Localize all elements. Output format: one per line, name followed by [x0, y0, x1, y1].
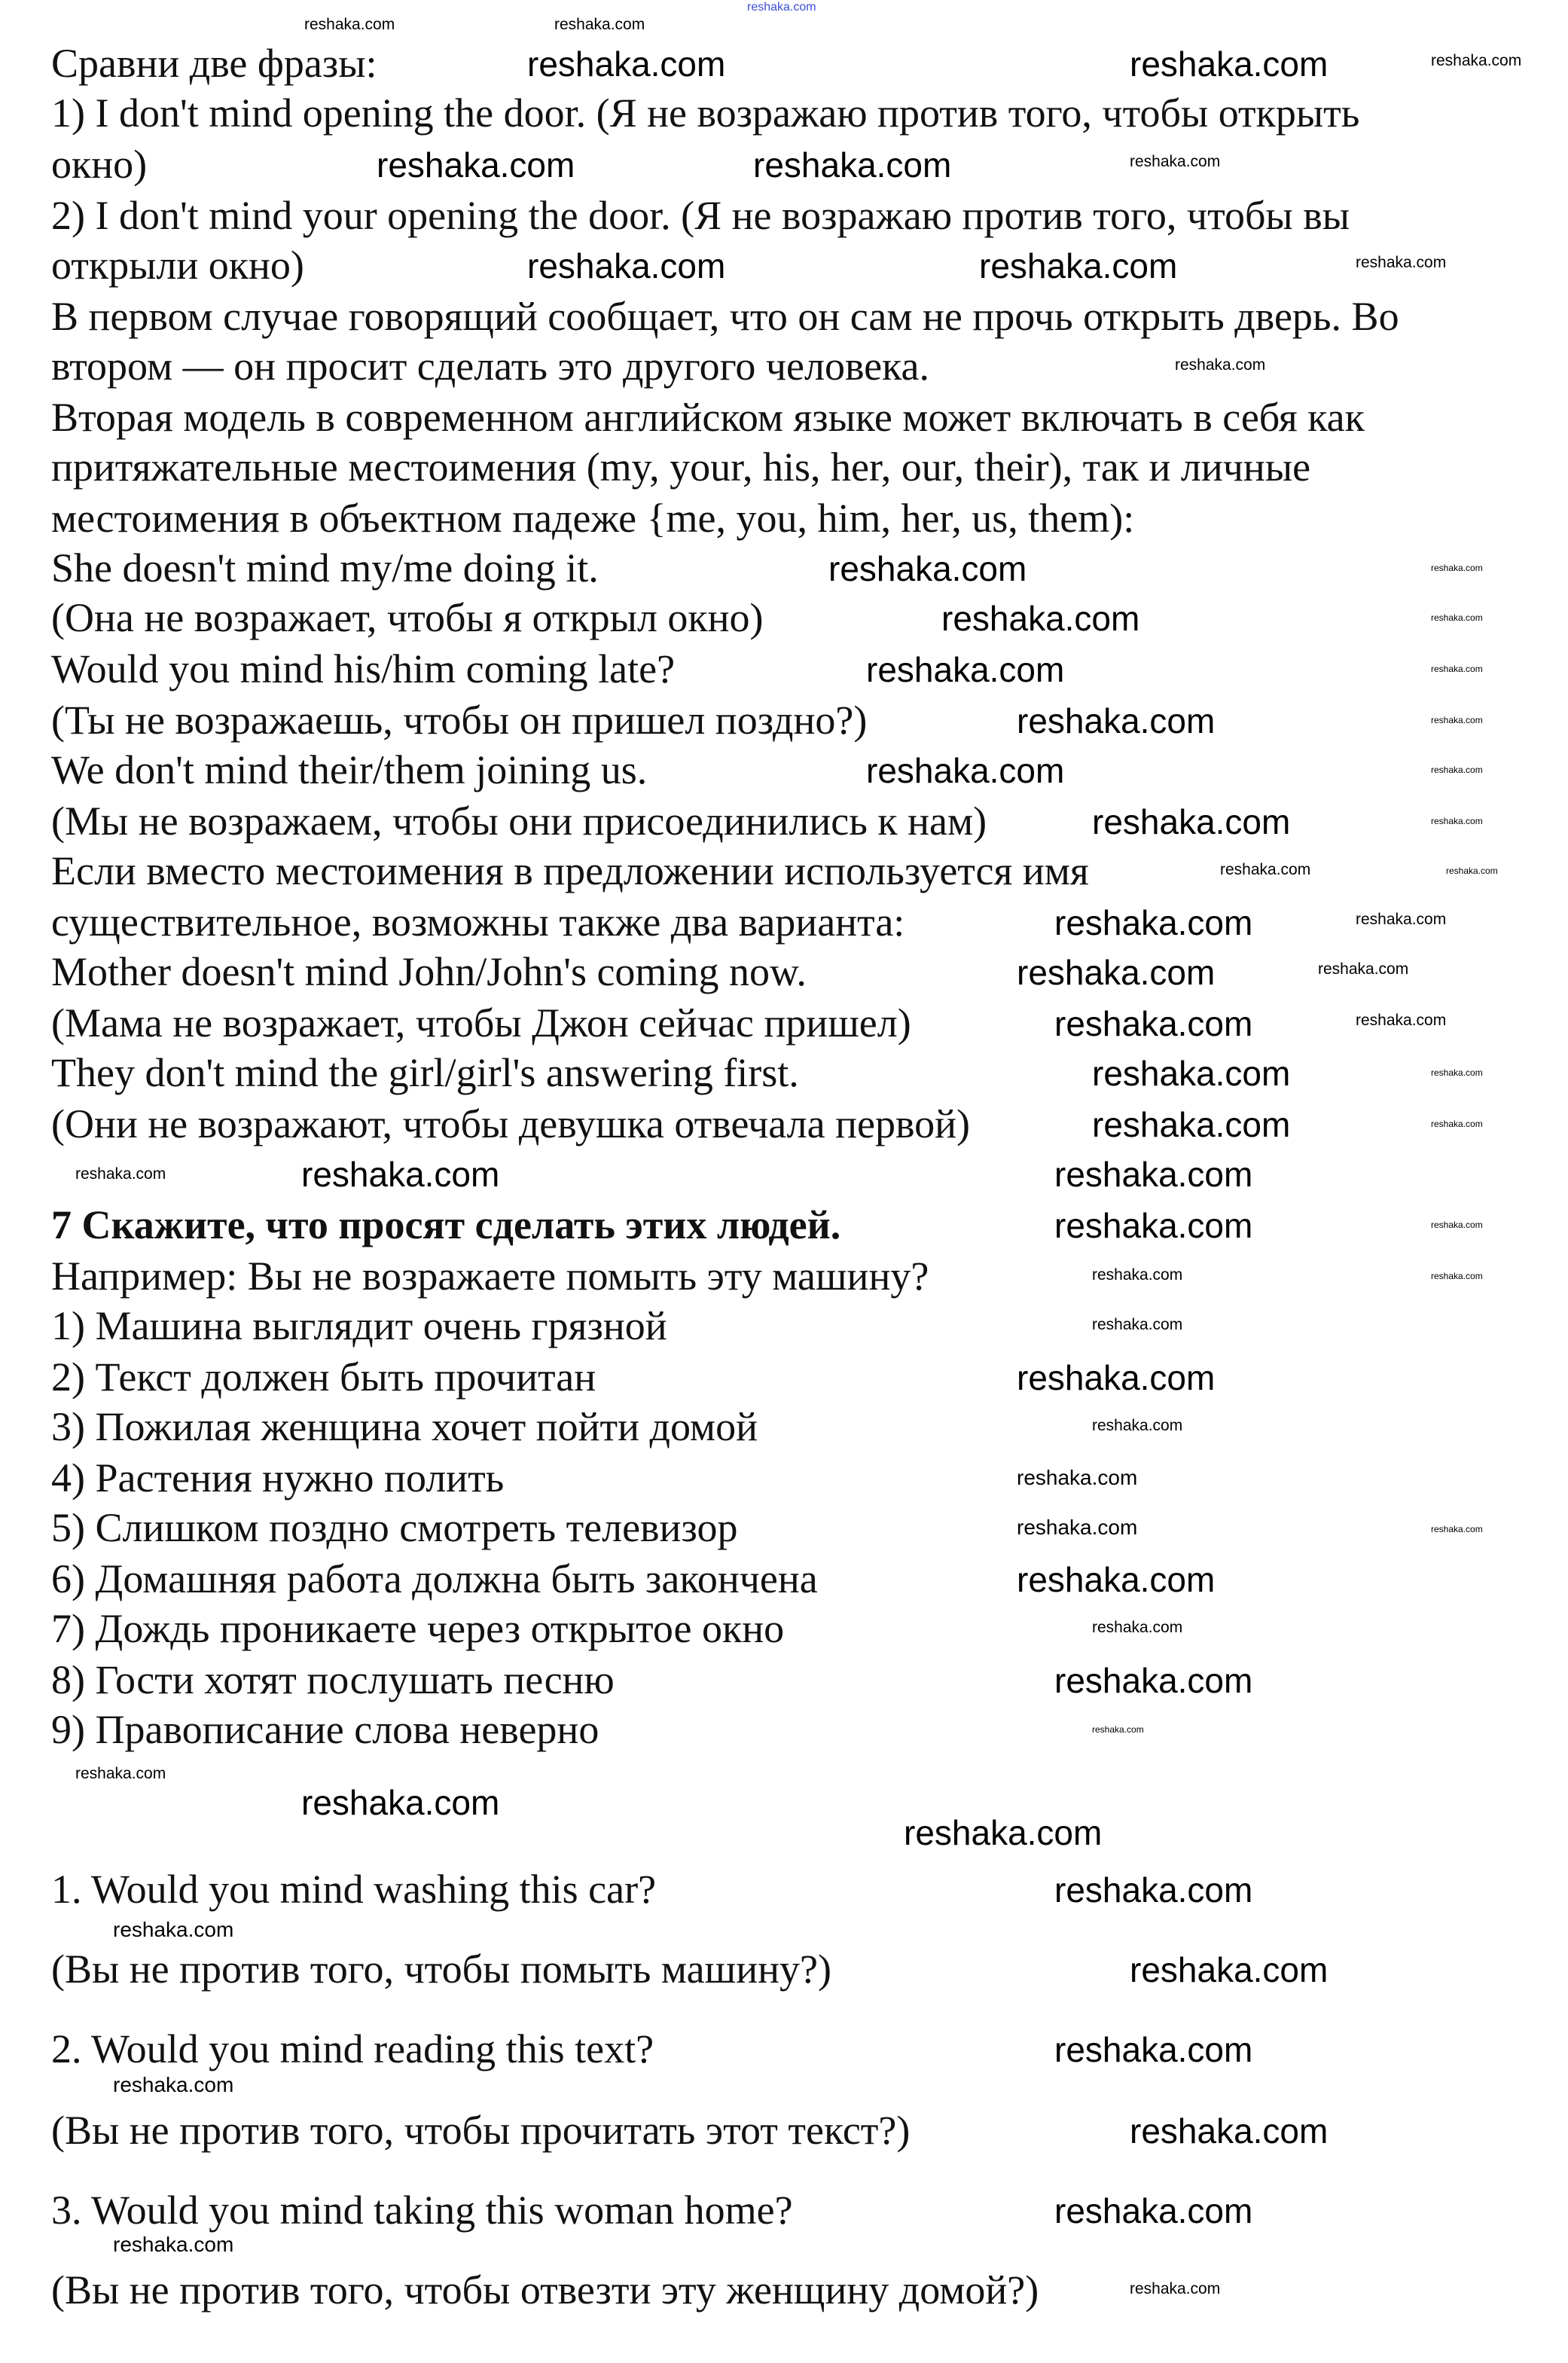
- theory-line: открыли окно): [51, 243, 304, 288]
- watermark: reshaka.com: [1092, 1316, 1183, 1333]
- watermark: reshaka.com: [941, 599, 1140, 638]
- theory-line: 2) I don't mind your opening the door. (Я не возражаю против того, чтобы вы: [51, 193, 1350, 238]
- watermark: reshaka.com: [1054, 1206, 1253, 1245]
- theory-line: (Она не возражает, чтобы я открыл окно): [51, 595, 764, 640]
- watermark: reshaka.com: [866, 650, 1065, 689]
- theory-line: местоимения в объектном падеже {me, you, him, her, us, them):: [51, 496, 1135, 541]
- watermark: reshaka.com: [1431, 715, 1483, 725]
- watermark: reshaka.com: [113, 2073, 234, 2096]
- watermark: reshaka.com: [1431, 52, 1522, 69]
- exercise-line: 4) Растения нужно полить: [51, 1455, 505, 1501]
- watermark: reshaka.com: [1431, 612, 1483, 623]
- watermark: reshaka.com: [1130, 2111, 1329, 2151]
- watermark: reshaka.com: [979, 246, 1178, 285]
- watermark: reshaka.com: [1431, 664, 1483, 674]
- watermark: reshaka.com: [1017, 1358, 1216, 1397]
- theory-line: Сравни две фразы:: [51, 41, 377, 86]
- exercise-line: 8) Гости хотят послушать песню: [51, 1657, 615, 1702]
- watermark: reshaka.com: [527, 44, 726, 84]
- exercise-line: 5) Слишком поздно смотреть телевизор: [51, 1505, 738, 1550]
- watermark: reshaka.com: [1092, 1724, 1144, 1735]
- watermark: reshaka.com: [75, 1165, 166, 1183]
- watermark: reshaka.com: [1431, 1067, 1483, 1078]
- watermark: reshaka.com: [75, 1765, 166, 1782]
- watermark: reshaka.com: [1318, 960, 1409, 978]
- theory-line: (Ты не возражаешь, чтобы он пришел поздно?): [51, 698, 868, 743]
- watermark: reshaka.com: [1130, 2280, 1221, 2297]
- theory-line: (Мы не возражаем, чтобы они присоединились к нам): [51, 798, 987, 844]
- exercise-line: 6) Домашняя работа должна быть закончена: [51, 1556, 818, 1601]
- theory-line: She doesn't mind my/me doing it.: [51, 545, 599, 591]
- watermark: reshaka.com: [1054, 2191, 1253, 2230]
- watermark: reshaka.com: [828, 549, 1027, 588]
- answer-line: 3. Would you mind taking this woman home?: [51, 2187, 793, 2233]
- watermark: reshaka.com: [1431, 563, 1483, 573]
- watermark: reshaka.com: [113, 1918, 234, 1941]
- theory-line: They don't mind the girl/girl's answering first.: [51, 1050, 799, 1095]
- exercise-line: Например: Вы не возражаете помыть эту машину?: [51, 1253, 929, 1299]
- answer-line: 1. Would you mind washing this car?: [51, 1867, 657, 1912]
- theory-line: втором — он просит сделать это другого человека.: [51, 343, 929, 389]
- watermark: reshaka.com: [1017, 1466, 1138, 1489]
- watermark: reshaka.com: [1431, 1524, 1483, 1534]
- watermark: reshaka.com: [1017, 701, 1216, 740]
- watermark: reshaka.com: [1446, 866, 1498, 876]
- exercise-line: 2) Текст должен быть прочитан: [51, 1354, 596, 1400]
- theory-line: Mother doesn't mind John/John's coming now.: [51, 949, 807, 994]
- watermark: reshaka.com: [527, 246, 726, 285]
- theory-line: We don't mind their/them joining us.: [51, 747, 648, 792]
- answer-line: (Вы не против того, чтобы помыть машину?): [51, 1946, 831, 1992]
- watermark: reshaka.com: [1092, 802, 1291, 841]
- exercise-line: 7) Дождь проникаете через открытое окно: [51, 1606, 785, 1651]
- watermark: reshaka.com: [1431, 1271, 1483, 1281]
- watermark: reshaka.com: [1092, 1105, 1291, 1144]
- watermark: reshaka.com: [1130, 1950, 1329, 1989]
- watermark: reshaka.com: [1431, 1119, 1483, 1129]
- watermark: reshaka.com: [1054, 1870, 1253, 1910]
- exercise-line: 1) Машина выглядит очень грязной: [51, 1303, 667, 1348]
- watermark: reshaka.com: [904, 1813, 1103, 1852]
- exercise-line: 9) Правописание слова неверно: [51, 1707, 599, 1752]
- watermark: reshaka.com: [1017, 953, 1216, 992]
- theory-line: 1) I don't mind opening the door. (Я не возражаю против того, чтобы открыть: [51, 90, 1360, 136]
- answer-line: (Вы не против того, чтобы прочитать этот текст?): [51, 2108, 911, 2153]
- theory-line: Would you mind his/him coming late?: [51, 646, 676, 691]
- watermark: reshaka.com: [753, 145, 952, 185]
- watermark: reshaka.com: [1017, 1516, 1138, 1539]
- watermark: reshaka.com: [1092, 1417, 1183, 1434]
- watermark: reshaka.com: [866, 751, 1065, 790]
- theory-line: В первом случае говорящий сообщает, что он сам не прочь открыть дверь. Во: [51, 294, 1399, 339]
- watermark: reshaka.com: [1054, 2030, 1253, 2069]
- watermark: reshaka.com: [554, 16, 645, 33]
- watermark: reshaka.com: [1220, 861, 1311, 878]
- watermark: reshaka.com: [1092, 1266, 1183, 1284]
- theory-line: (Мама не возражает, чтобы Джон сейчас пришел): [51, 1000, 911, 1046]
- watermark: reshaka.com: [747, 1, 816, 14]
- watermark: reshaka.com: [1130, 44, 1329, 84]
- watermark: reshaka.com: [1130, 153, 1221, 170]
- watermark: reshaka.com: [113, 2233, 234, 2256]
- watermark: reshaka.com: [1092, 1619, 1183, 1636]
- watermark: reshaka.com: [301, 1155, 500, 1194]
- watermark: reshaka.com: [1175, 356, 1266, 374]
- watermark: reshaka.com: [1431, 1220, 1483, 1230]
- watermark: reshaka.com: [301, 1783, 500, 1822]
- watermark: reshaka.com: [304, 16, 395, 33]
- theory-line: притяжательные местоимения (my, your, his, her, our, their), так и личные: [51, 444, 1311, 490]
- watermark: reshaka.com: [377, 145, 575, 185]
- watermark: reshaka.com: [1054, 1155, 1253, 1194]
- watermark: reshaka.com: [1356, 254, 1447, 271]
- answer-line: 2. Would you mind reading this text?: [51, 2026, 654, 2071]
- exercise-line: 3) Пожилая женщина хочет пойти домой: [51, 1404, 758, 1449]
- watermark: reshaka.com: [1054, 1004, 1253, 1043]
- watermark: reshaka.com: [1356, 1012, 1447, 1029]
- exercise-title: 7 Скажите, что просят сделать этих людей.: [51, 1202, 841, 1247]
- theory-line: окно): [51, 142, 148, 187]
- theory-line: Вторая модель в современном английском языке может включать в себя как: [51, 395, 1365, 440]
- watermark: reshaka.com: [1431, 816, 1483, 826]
- watermark: reshaka.com: [1017, 1560, 1216, 1599]
- theory-line: существительное, возможны также два варианта:: [51, 899, 905, 945]
- watermark: reshaka.com: [1092, 1054, 1291, 1093]
- watermark: reshaka.com: [1054, 1661, 1253, 1700]
- answer-line: (Вы не против того, чтобы отвезти эту женщину домой?): [51, 2267, 1039, 2313]
- watermark: reshaka.com: [1054, 903, 1253, 942]
- theory-line: (Они не возражают, чтобы девушка отвечала первой): [51, 1101, 970, 1146]
- watermark: reshaka.com: [1356, 911, 1447, 928]
- theory-line: Если вместо местоимения в предложении используется имя: [51, 848, 1089, 893]
- watermark: reshaka.com: [1431, 765, 1483, 775]
